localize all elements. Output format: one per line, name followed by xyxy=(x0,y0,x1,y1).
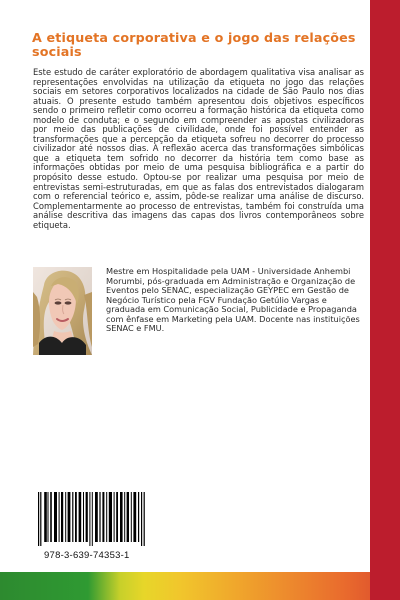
barcode-icon xyxy=(38,492,148,546)
book-abstract: Este estudo de caráter exploratório de abordagem qualitativa visa analisar as representações envolvidas na utilização da etiqueta no jogo das relações sociais em setores corporativos localizados na cidade de São Paulo nos dias atuais. O presente estudo também apresentou dois objetivos específicos sendo o primeiro refletir como ocorreu a formação histórica da etiqueta como modelo de conduta; e o segundo em compreender as apostas civilizadoras por meio das publicações de civilidade, onde foi possível entender as transformações que a percepção da etiqueta sofreu no decorrer do processo civilizador até nossos dias. A reflexão acerca das transformações simbólicas que a etiqueta tem sofrido no decorrer da história tem como base as informações obtidas por meio de uma pesquisa bibliográfica e a partir do propósito desse estudo. Optou-se por realizar uma pesquisa por meio de entrevistas semi-estruturadas, em que as falas dos entrevistados dialogaram com o referencial teórico e, assim, pôde-se realizar uma análise de discurso. Complementarmente ao processo de entrevistas, também foi construída uma análise descritiva das imagens das capas dos livros contemporâneos sobre etiqueta. xyxy=(33,67,364,230)
book-title: A etiqueta corporativa e o jogo das relações sociais xyxy=(32,30,356,59)
author-bio: Mestre em Hospitalidade pela UAM - Universidade Anhembi Morumbi, pós-graduada em Administração e Organização de Eventos pelo SENAC, especialização GEYPEC em Gestão de Negócio Turístico pela FGV Fundação Getúlio Vargas e graduada em Comunicação Social, Publicidade e Propaganda com ênfase em Marketing pela UAM. Docente nas instituições SENAC e FMU. xyxy=(106,266,360,334)
red-corner-band xyxy=(370,572,400,600)
red-side-strip xyxy=(370,0,400,600)
barcode-area xyxy=(32,489,152,569)
isbn-number: 978-3-639-74353-1 xyxy=(44,550,130,561)
author-portrait-image xyxy=(33,267,92,355)
colour-band xyxy=(0,572,400,600)
author-photo xyxy=(33,267,92,355)
